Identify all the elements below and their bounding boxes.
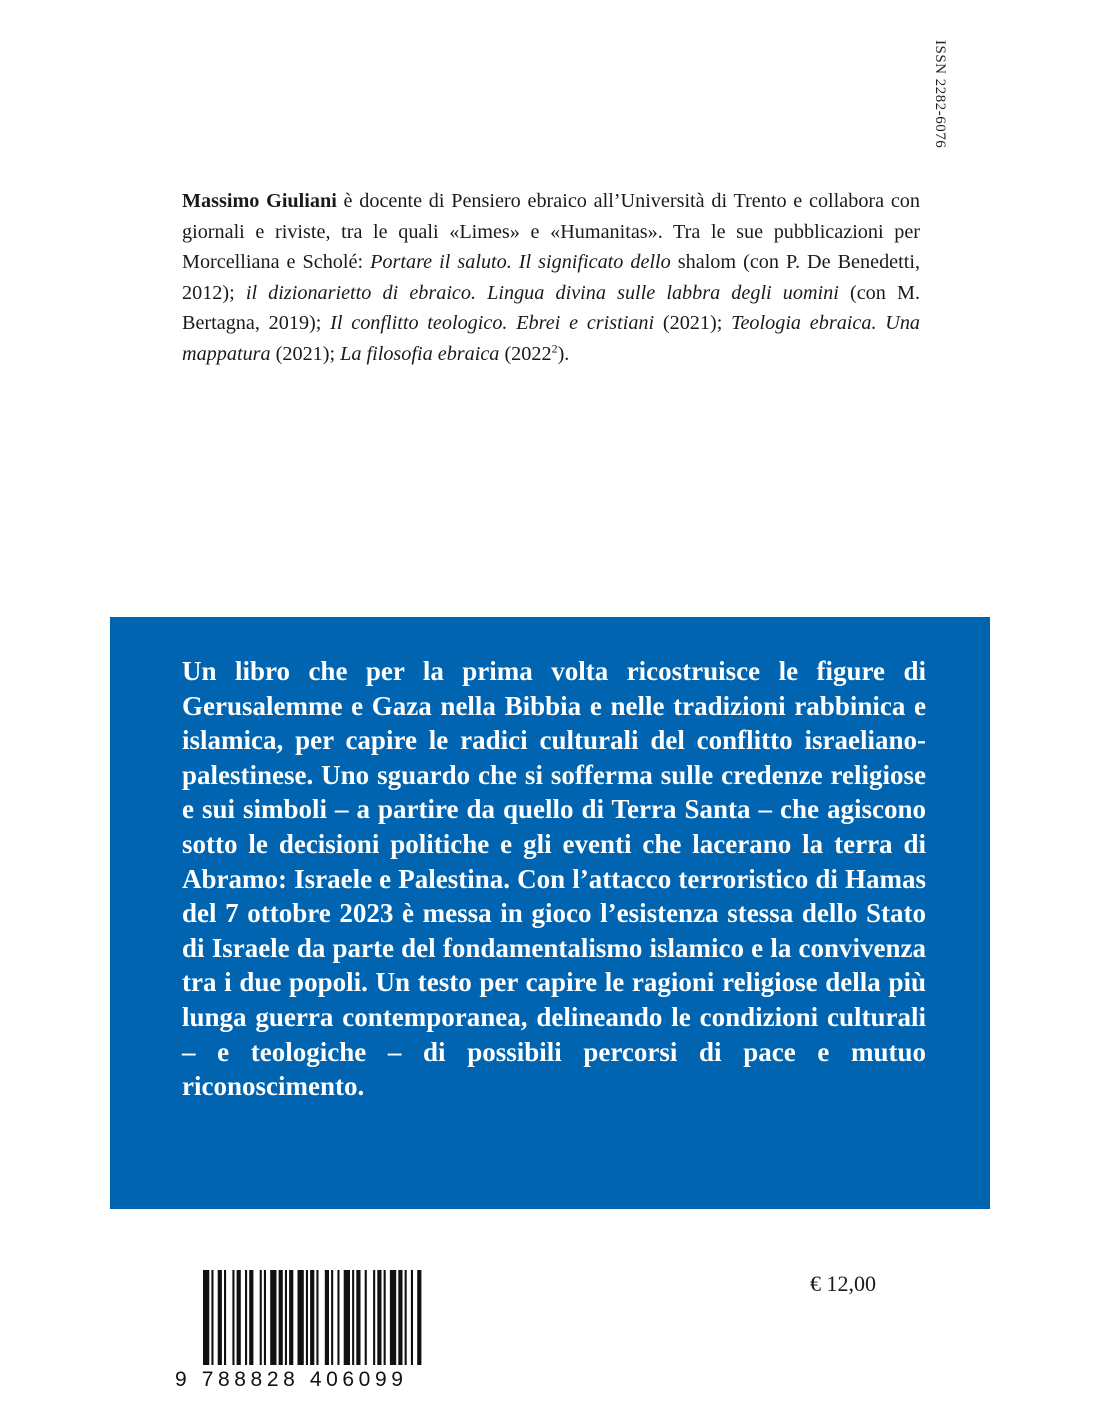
bio-text: (2021); (654, 312, 732, 335)
barcode-bar (411, 1270, 413, 1370)
barcode-bar (245, 1270, 247, 1370)
barcode-bar (264, 1270, 266, 1370)
edition-superscript: 2 (551, 341, 558, 356)
barcode-bar (224, 1270, 226, 1370)
barcode-bar (377, 1270, 381, 1370)
bio-text: (2022 (499, 342, 552, 365)
barcode-bar (218, 1270, 222, 1370)
barcode-bar (398, 1270, 402, 1370)
isbn-digits: 9 788828 406099 (175, 1365, 433, 1395)
bio-text: (2021); (270, 342, 341, 365)
bio-title: il dizionarietto di ebraico. Lingua divina sulle labbra degli uomini (245, 281, 839, 304)
barcode-bar (310, 1270, 314, 1370)
author-bio (182, 186, 920, 370)
barcode-bar (325, 1270, 329, 1370)
barcode-bar (390, 1270, 396, 1370)
barcode-bar (373, 1270, 375, 1370)
barcode-bar (237, 1270, 241, 1370)
barcode-bar (279, 1270, 283, 1370)
barcode-bar (270, 1270, 276, 1370)
barcode-bar (249, 1270, 253, 1370)
bio-text: (con M. Bertagna, 2019); (182, 281, 920, 335)
bio-text: ). (557, 342, 570, 365)
barcode-bar (337, 1270, 339, 1370)
barcode-bar (306, 1270, 308, 1370)
barcode-bar (260, 1270, 262, 1370)
bio-title: Teologia ebraica. Una mappatura (182, 312, 921, 365)
barcode-bar (211, 1270, 213, 1370)
barcode-bar (298, 1270, 304, 1370)
blurb-text: Un libro che per la prima volta ricostruisce le figure di Gerusalemme e Gaza nella Bibbia e nelle tradizioni rabbinica e islamica, per capire le radici culturali del conflitto israeliano-palestinese. Uno sguardo che si sofferma sulle credenze religiose e sui simboli – a partire da quello di Terra Santa – che agiscono sotto le decisioni politiche e gli eventi che lacerano la terra di Abramo: Israele e Palestina. Con l’attacco terroristico di Hamas del 7 ottobre 2023 è messa in gioco l’esistenza stessa dello Stato di Israele da parte del fondamentalismo islamico e la convivenza tra i due popoli. Un testo per capire le ragioni religiose della più lunga guerra contemporanea, delineando le condizioni culturali – e teologiche – di possibili percorsi di pace e mutuo riconoscimento. (182, 656, 926, 1102)
barcode-bar (285, 1270, 287, 1370)
bio-title: Il conflitto teologico. Ebrei e cristiani (330, 312, 655, 335)
bio-text: shalom (con P. De Benedetti, 2012); (182, 251, 920, 304)
price-label: € 12,00 (810, 1271, 876, 1296)
barcode-bar (384, 1270, 386, 1370)
barcode-bar (203, 1270, 209, 1370)
barcode (175, 1270, 433, 1395)
barcode-bar (289, 1270, 293, 1370)
barcode-bar (232, 1270, 234, 1370)
barcode-bar (356, 1270, 360, 1370)
barcode-bar (365, 1270, 367, 1370)
issn-label: ISSN 2282-6076 (932, 40, 948, 149)
barcode-bar (344, 1270, 350, 1370)
barcode-bar (316, 1270, 318, 1370)
barcode-bar (405, 1270, 407, 1370)
author-name: Massimo Giuliani (182, 190, 337, 212)
barcode-bar (417, 1270, 421, 1370)
bio-title: Portare il saluto. Il significato dello (370, 251, 671, 274)
bio-text: è docente di Pensiero ebraico all’Università di Trento e collabora con giornali e riviste, tra le quali «Limes» e «Humanitas». Tra le sue pubblicazioni per Morcelliana e Scholé: (182, 190, 920, 274)
barcode-bar (352, 1270, 354, 1370)
barcode-bar (331, 1270, 333, 1370)
bio-title: La filosofia ebraica (340, 342, 500, 365)
blurb-panel (110, 617, 990, 1209)
